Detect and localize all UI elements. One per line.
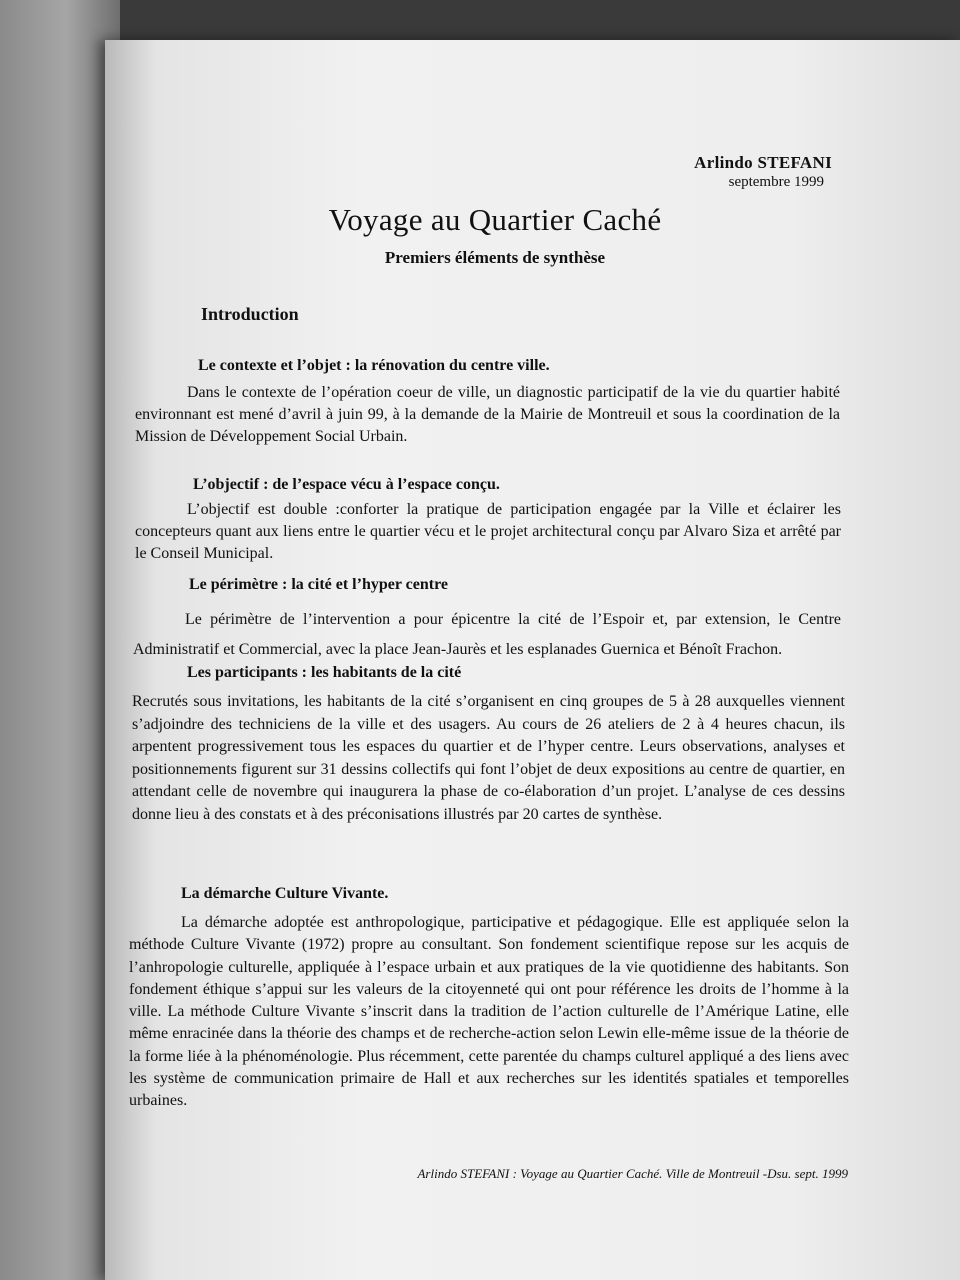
section-heading-objectif: L’objectif : de l’espace vécu à l’espace conçu. <box>193 476 500 493</box>
section-text-participants: Recrutés sous invitations, les habitants de la cité s’organisent en cinq groupes de 5 à 28 auxquelles viennent s’adjoindre des techniciens de la ville et des usagers. Au cours de 26 ateliers de 2 à 4 heures chacun, ils arpentent progressivement tous les espaces du quartier et de l’hyper centre. Leurs observations, analyses et positionnements figurent sur 31 dessins collectifs qui font l’objet de deux expositions au centre de quartier, en attendant celle de novembre qui inaugurera la phase de co-élaboration d’un projet. L’analyse de ces dessins donne lieu à des constats et à des préconisations illustrés par 20 cartes de synthèse. <box>132 693 845 823</box>
document-date: septembre 1999 <box>728 174 824 190</box>
section-text-perimetre <box>133 605 841 665</box>
section-heading-demarche: La démarche Culture Vivante. <box>181 885 389 902</box>
section-text-contexte-content: Dans le contexte de l’opération coeur de ville, un diagnostic participatif de la vie du quartier habité environnant est mené d’avril à juin 99, à la demande de la Mairie de Montreuil et sous la coordination de la Mission de Développement Social Urbain. <box>135 384 840 445</box>
section-heading-participants: Les participants : les habitants de la cité <box>187 664 462 681</box>
section-text-contexte <box>135 382 840 448</box>
page-footer: Arlindo STEFANI : Voyage au Quartier Caché. Ville de Montreuil -Dsu. sept. 1999 <box>417 1166 848 1181</box>
section-text-objectif <box>135 499 841 565</box>
section-text-objectif-content: L’objectif est double :conforter la pratique de participation engagée par la Ville et éclairer les concepteurs quant aux liens entre le quartier vécu et le projet architectural conçu par Alvaro Siza et arrêté par le Conseil Municipal. <box>135 501 841 562</box>
section-text-demarche-content: La démarche adoptée est anthropologique, participative et pédagogique. Elle est appliquée selon la méthode Culture Vivante (1972) propre au consultant. Son fondement scientifique repose sur les acquis de l’anhropologie culturelle, appliquée à l’espace urbain et aux pratiques de la vie quotidienne des habitants. Son fondement éthique s’appui sur les valeurs de la citoyenneté qui ont pour référence les droits de l’homme à la ville. La méthode Culture Vivante s’inscrit dans la tradition de l’action culturelle de l’Amérique Latine, elle même enracinée dans la théorie des champs et de recherche-action selon Lewin elle-même issue de la théorie de la forme liée à la phénoménologie. Plus récemment, cette parentée du champs culturel appliqué a des liens avec les système de communication primaire de Hall et aux recherches sur les identités spatiales et temporelles urbaines. <box>129 914 849 1110</box>
document-page <box>105 40 960 1280</box>
author-name: Arlindo STEFANI <box>694 153 832 172</box>
section-text-perimetre-content: Le périmètre de l’intervention a pour épicentre la cité de l’Espoir et, par extension, le Centre Administratif et Commercial, avec la place Jean-Jaurès et les esplanades Guernica et Bénoît Frachon. <box>133 611 841 658</box>
introduction-heading: Introduction <box>201 304 299 324</box>
document-title: Voyage au Quartier Caché <box>328 202 662 237</box>
author-block <box>694 153 832 191</box>
section-text-demarche <box>129 912 849 1113</box>
section-heading-perimetre: Le périmètre : la cité et l’hyper centre <box>189 576 448 593</box>
facing-page <box>0 0 120 1280</box>
section-heading-contexte: Le contexte et l’objet : la rénovation du centre ville. <box>198 357 550 374</box>
document-subtitle: Premiers éléments de synthèse <box>384 248 606 267</box>
